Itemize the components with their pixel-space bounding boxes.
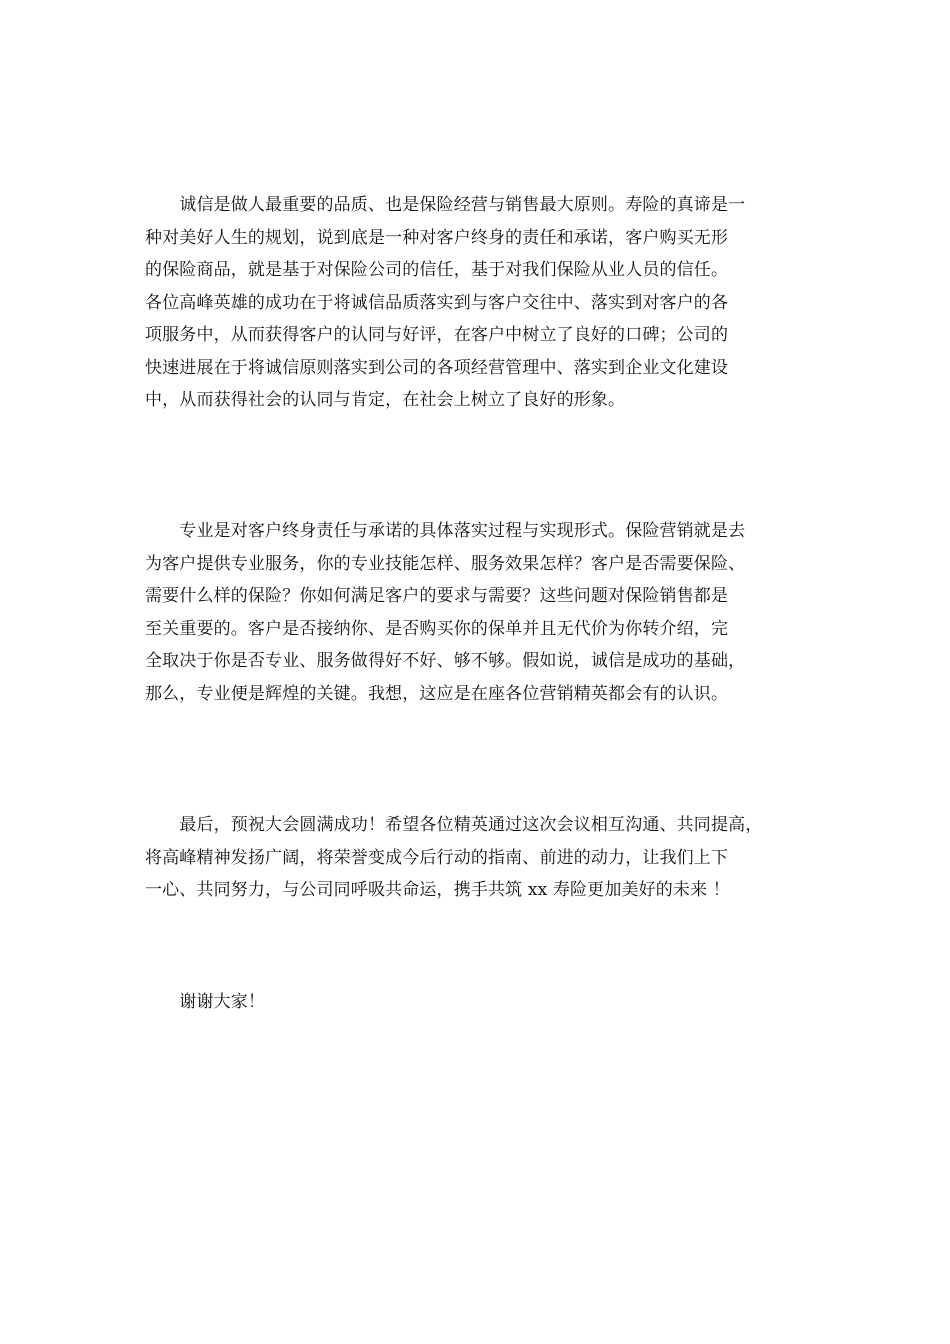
text-line: 最后，预祝大会圆满成功！希望各位精英通过这次会议相互沟通、共同提高， [145,815,763,835]
text-line: 至关重要的。客户是否接纳你、是否购买你的保单并且无代价为你转介绍，完 [145,618,729,639]
text-line: 项服务中，从而获得客户的认同与好评，在客户中树立了良好的口碑；公司的 [145,325,729,345]
text-line: 将高峰精神发扬广阔，将荣誉变成今后行动的指南、前进的动力，让我们上下 [145,847,729,868]
text-line: 诚信是做人最重要的品质、也是保险经营与销售最大原则。寿险的真谛是一 [145,195,746,215]
paragraph-integrity [145,193,745,421]
paragraph-thanks [145,990,265,1023]
paragraph-closing-wishes [145,813,762,911]
text-line: 谢谢大家！ [145,992,266,1012]
paragraph-professionalism [145,519,745,714]
text-line: 各位高峰英雄的成功在于将诚信品质落实到与客户交往中、落实到对客户的各 [145,292,729,313]
text-line: 那么，专业便是辉煌的关键。我想，这应是在座各位营销精英都会有的认识。 [145,683,729,704]
text-line: 全取决于你是否专业、服务做得好不好、够不够。假如说，诚信是成功的基础， [145,651,746,671]
text-line: 中，从而获得社会的认同与肯定，在社会上树立了良好的形象。 [145,390,626,410]
text-line: 种对美好人生的规划，说到底是一种对客户终身的责任和承诺，客户购买无形 [145,227,729,248]
text-line: 一心、共同努力，与公司同呼吸共命运，携手共筑 xx 寿险更加美好的未来 ！ [145,880,730,900]
text-line: 需要什么样的保险？你如何满足客户的要求与需要？这些问题对保险销售都是 [145,586,729,606]
text-line: 为客户提供专业服务，你的专业技能怎样、服务效果怎样？客户是否需要保险、 [145,553,746,574]
text-line: 快速进展在于将诚信原则落实到公司的各项经营管理中、落实到企业文化建设 [145,357,729,378]
text-line: 的保险商品，就是基于对保险公司的信任，基于对我们保险从业人员的信任。 [145,260,729,280]
text-line: 专业是对客户终身责任与承诺的具体落实过程与实现形式。保险营销就是去 [145,521,746,541]
